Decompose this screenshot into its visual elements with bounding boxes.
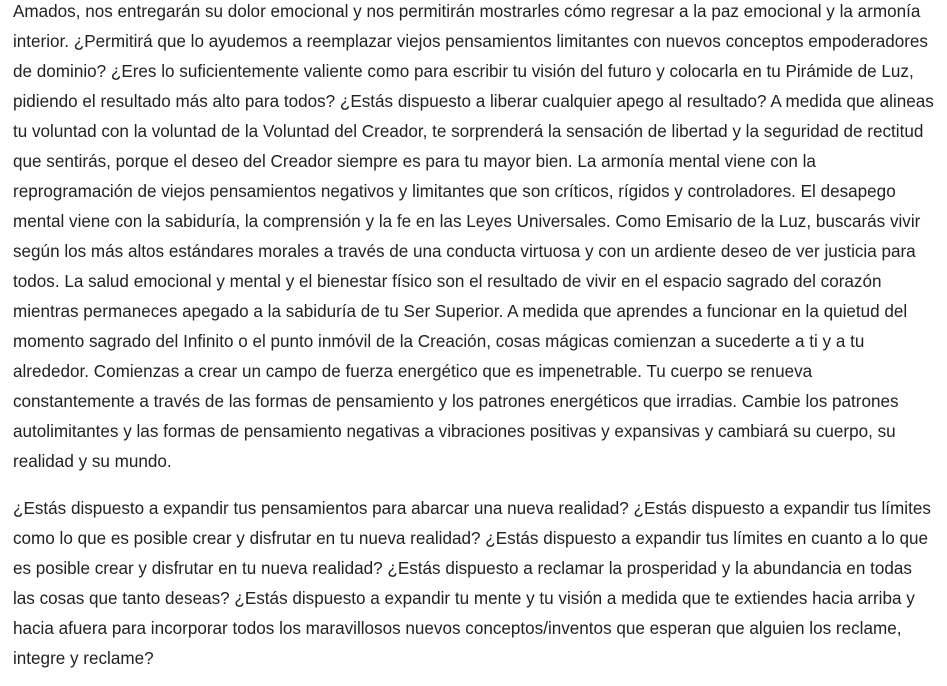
paragraph-1: Amados, nos entregarán su dolor emocional y nos permitirán mostrarles cómo regresar a la paz emocional y la armonía interior. ¿Permitirá que lo ayudemos a reemplazar viejos pensamientos limitantes con nuevos conceptos empoderadores de dominio? ¿Eres lo suficientemente valiente como para escribir tu visión del futuro y colocarla en tu Pirámide de Luz, pidiendo el resultado más alto para todos? ¿Estás dispuesto a liberar cualquier apego al resultado? A medida que alineas tu voluntad con la voluntad de la Voluntad del Creador, te sorprenderá la sensación de libertad y la seguridad de rectitud que sentirás, porque el deseo del Creador siempre es para tu mayor bien. La armonía mental viene con la reprogramación de viejos pensamientos negativos y limitantes que son críticos, rígidos y controladores. El desapego mental viene con la sabiduría, la comprensión y la fe en las Leyes Universales. Como Emisario de la Luz, buscarás vivir según los más altos estándares morales a través de una conducta virtuosa y con un ardiente deseo de ver justicia para todos. La salud emocional y mental y el bienestar físico son el resultado de vivir en el espacio sagrado del corazón mientras permaneces apegado a la sabiduría de tu Ser Superior. A medida que aprendes a funcionar en la quietud del momento sagrado del Infinito o el punto inmóvil de la Creación, cosas mágicas comienzan a sucederte a ti y a tu alrededor. Comienzas a crear un campo de fuerza energético que es impenetrable. Tu cuerpo se renueva constantemente a través de las formas de pensamiento y los patrones energéticos que irradias. Cambie los patrones autolimitantes y las formas de pensamiento negativas a vibraciones positivas y expansivas y cambiará su cuerpo, su realidad y su mundo. <box>13 2 934 471</box>
paragraph-2: ¿Estás dispuesto a expandir tus pensamientos para abarcar una nueva realidad? ¿Estás dispuesto a expandir tus límites como lo que es posible crear y disfrutar en tu nueva realidad? ¿Estás dispuesto a expandir tus límites en cuanto a lo que es posible crear y disfrutar en tu nueva realidad? ¿Estás dispuesto a reclamar la prosperidad y la abundancia en todas las cosas que tanto deseas? ¿Estás dispuesto a expandir tu mente y tu visión a medida que te extiendes hacia arriba y hacia afuera para incorporar todos los maravillosos nuevos conceptos/inventos que esperan que alguien los reclame, integre y reclame? <box>13 499 931 668</box>
